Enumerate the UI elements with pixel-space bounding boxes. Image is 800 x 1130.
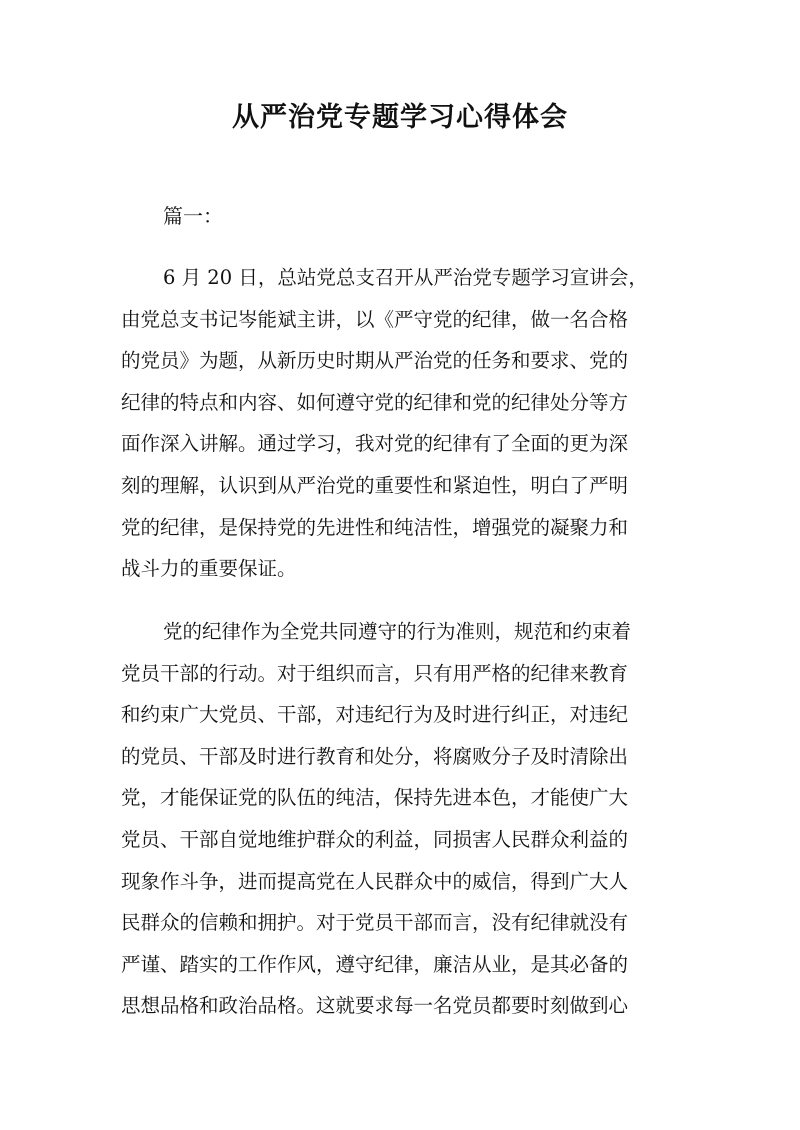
paragraph-line: 由党总支书记岑能斌主讲，以《严守党的纪律，做一名合格 [121,307,629,331]
section-label: 篇一： [163,204,223,228]
paragraph-line: 党，才能保证党的队伍的纯洁，保持先进本色，才能使广大 [121,786,629,810]
paragraph-line: 的党员、干部及时进行教育和处分，将腐败分子及时清除出 [121,744,629,768]
paragraph-line: 战斗力的重要保证。 [121,557,297,581]
paragraph-line: 党员、干部自觉地维护群众的利益，同损害人民群众利益的 [121,827,629,851]
paragraph-line: 严谨、踏实的工作作风，遵守纪律，廉洁从业，是其必备的 [121,952,629,976]
paragraph-line: 和约束广大党员、干部，对违纪行为及时进行纠正，对违纪 [121,703,629,727]
paragraph-line: 思想品格和政治品格。这就要求每一名党员都要时刻做到心 [121,994,629,1018]
paragraph-line: 刻的理解，认识到从严治党的重要性和紧迫性，明白了严明 [121,473,629,497]
paragraph-2 [121,611,681,1027]
paragraph-line: 面作深入讲解。通过学习，我对党的纪律有了全面的更为深 [121,432,629,456]
paragraph-line: 现象作斗争，进而提高党在人民群众中的威信，得到广大人 [121,869,629,893]
paragraph-line: 民群众的信赖和拥护。对于党员干部而言，没有纪律就没有 [121,911,629,935]
paragraph-line: 党的纪律作为全党共同遵守的行为准则，规范和约束着 [163,620,632,643]
paragraph-line: 的党员》为题，从新历史时期从严治党的任务和要求、党的 [121,349,629,373]
paragraph-1 [121,257,681,590]
paragraph-line: 党的纪律，是保持党的先进性和纯洁性，增强党的凝聚力和 [121,515,629,539]
paragraph-line: 6 月 20 日，总站党总支召开从严治党专题学习宣讲会， [163,266,648,289]
paragraph-line: 党员干部的行动。对于组织而言，只有用严格的纪律来教育 [121,661,629,685]
paragraph-line: 纪律的特点和内容、如何遵守党的纪律和党的纪律处分等方 [121,390,629,414]
document-title: 从严治党专题学习心得体会 [232,102,568,133]
